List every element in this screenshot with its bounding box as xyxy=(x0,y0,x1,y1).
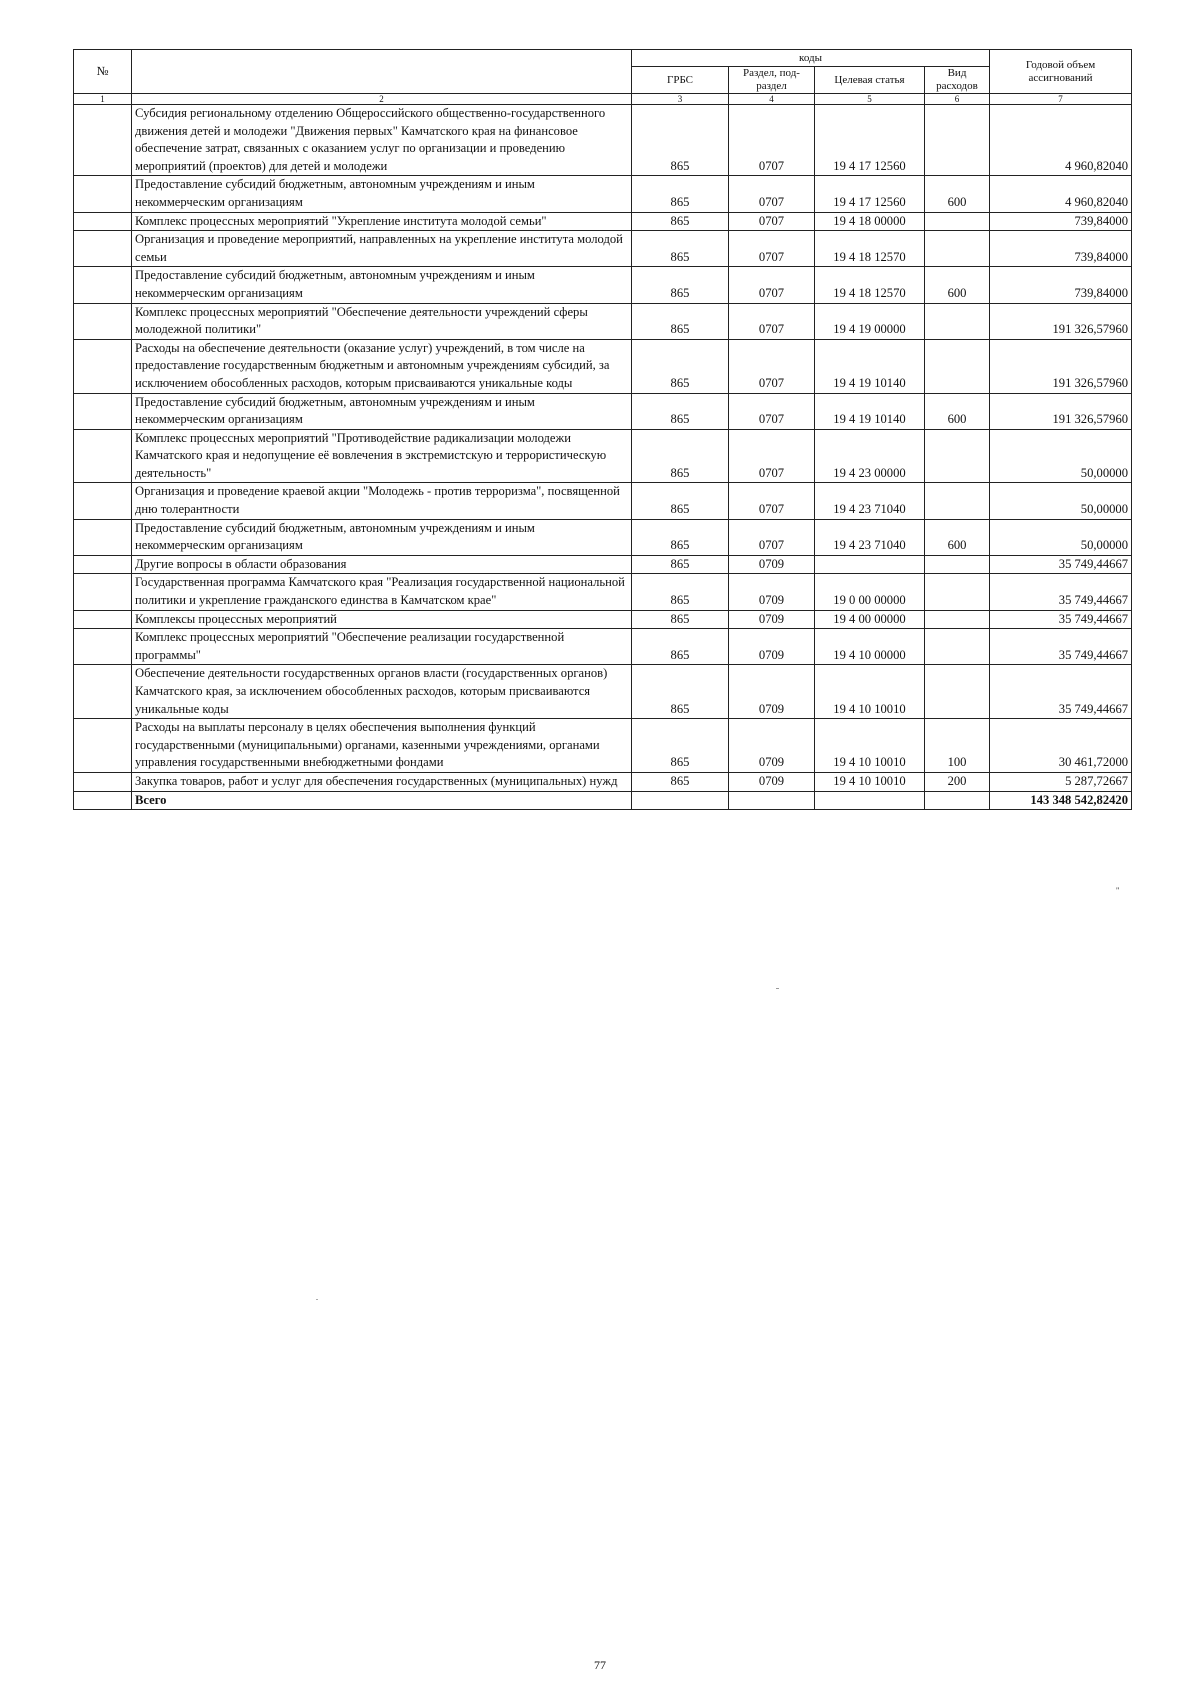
cell-number xyxy=(74,772,132,791)
cell-target-article: 19 0 00 00000 xyxy=(815,574,925,610)
table-row xyxy=(74,267,1132,303)
header-section: Раздел, под-раздел xyxy=(729,67,815,94)
scan-speck xyxy=(316,1299,318,1300)
cell-amount: 35 749,44667 xyxy=(990,555,1132,574)
total-empty-cell xyxy=(632,791,729,810)
cell-section: 0707 xyxy=(729,176,815,212)
cell-grbs: 865 xyxy=(632,303,729,339)
cell-target-article: 19 4 23 71040 xyxy=(815,519,925,555)
cell-expense-type: 600 xyxy=(925,393,990,429)
cell-amount: 30 461,72000 xyxy=(990,719,1132,773)
header-index-1: 1 xyxy=(74,94,132,105)
table-row xyxy=(74,574,1132,610)
cell-number xyxy=(74,483,132,519)
cell-section: 0707 xyxy=(729,519,815,555)
cell-target-article: 19 4 23 00000 xyxy=(815,429,925,483)
cell-name: Государственная программа Камчатского края "Реализация государственной национальной политики и укрепление гражданского единства в Камчатском крае" xyxy=(132,574,632,610)
cell-name: Обеспечение деятельности государственных органов власти (государственных органов) Камчатского края, за исключением обособленных расходов, которым присваиваются уникальные коды xyxy=(132,665,632,719)
cell-number xyxy=(74,267,132,303)
cell-number xyxy=(74,719,132,773)
cell-name: Предоставление субсидий бюджетным, автономным учреждениям и иным некоммерческим организациям xyxy=(132,267,632,303)
table-body xyxy=(74,105,1132,810)
table-row xyxy=(74,719,1132,773)
cell-target-article: 19 4 18 12570 xyxy=(815,231,925,267)
cell-name: Организация и проведение краевой акции "Молодежь - против терроризма", посвященной дню толерантности xyxy=(132,483,632,519)
cell-amount: 35 749,44667 xyxy=(990,610,1132,629)
cell-expense-type xyxy=(925,303,990,339)
cell-section: 0707 xyxy=(729,483,815,519)
header-annual-volume: Годовой объем ассигнований xyxy=(990,50,1132,94)
cell-section: 0707 xyxy=(729,267,815,303)
cell-target-article: 19 4 10 10010 xyxy=(815,772,925,791)
table-row xyxy=(74,212,1132,231)
header-number: № xyxy=(74,50,132,94)
table-row xyxy=(74,176,1132,212)
cell-grbs: 865 xyxy=(632,629,729,665)
cell-target-article xyxy=(815,555,925,574)
cell-grbs: 865 xyxy=(632,339,729,393)
cell-number xyxy=(74,665,132,719)
budget-table-wrap xyxy=(73,49,1131,810)
cell-amount: 739,84000 xyxy=(990,212,1132,231)
table-row xyxy=(74,665,1132,719)
cell-name: Расходы на обеспечение деятельности (оказание услуг) учреждений, в том числе на предоставление государственным бюджетным и автономным учреждениям субсидий, за исключением обособленных расходов, которым присваиваются уникальные коды xyxy=(132,339,632,393)
cell-section: 0709 xyxy=(729,772,815,791)
cell-amount: 50,00000 xyxy=(990,483,1132,519)
cell-expense-type: 600 xyxy=(925,519,990,555)
total-empty-cell xyxy=(729,791,815,810)
cell-target-article: 19 4 17 12560 xyxy=(815,105,925,176)
cell-grbs: 865 xyxy=(632,555,729,574)
cell-grbs: 865 xyxy=(632,231,729,267)
cell-expense-type xyxy=(925,429,990,483)
table-row xyxy=(74,555,1132,574)
cell-grbs: 865 xyxy=(632,719,729,773)
table-row xyxy=(74,339,1132,393)
cell-number xyxy=(74,231,132,267)
cell-target-article: 19 4 19 10140 xyxy=(815,339,925,393)
cell-grbs: 865 xyxy=(632,212,729,231)
cell-name: Предоставление субсидий бюджетным, автономным учреждениям и иным некоммерческим организациям xyxy=(132,393,632,429)
cell-section: 0709 xyxy=(729,719,815,773)
cell-section: 0709 xyxy=(729,629,815,665)
cell-expense-type xyxy=(925,105,990,176)
cell-expense-type: 600 xyxy=(925,176,990,212)
cell-target-article: 19 4 00 00000 xyxy=(815,610,925,629)
cell-amount: 35 749,44667 xyxy=(990,629,1132,665)
cell-name: Организация и проведение мероприятий, направленных на укрепление института молодой семьи xyxy=(132,231,632,267)
scan-speck xyxy=(776,988,779,989)
cell-grbs: 865 xyxy=(632,665,729,719)
cell-amount: 191 326,57960 xyxy=(990,393,1132,429)
header-index-2: 2 xyxy=(132,94,632,105)
table-row xyxy=(74,483,1132,519)
cell-amount: 191 326,57960 xyxy=(990,339,1132,393)
cell-name: Комплекс процессных мероприятий "Противодействие радикализации молодежи Камчатского края и недопущение её вовлечения в экстремистскую и террористическую деятельность" xyxy=(132,429,632,483)
cell-expense-type: 600 xyxy=(925,267,990,303)
cell-section: 0707 xyxy=(729,231,815,267)
cell-section: 0709 xyxy=(729,665,815,719)
trailing-quote-mark: " xyxy=(1116,886,1120,895)
cell-target-article: 19 4 17 12560 xyxy=(815,176,925,212)
cell-number xyxy=(74,429,132,483)
cell-name: Предоставление субсидий бюджетным, автономным учреждениям и иным некоммерческим организациям xyxy=(132,519,632,555)
cell-amount: 739,84000 xyxy=(990,267,1132,303)
cell-expense-type xyxy=(925,339,990,393)
table-row xyxy=(74,519,1132,555)
cell-target-article: 19 4 19 10140 xyxy=(815,393,925,429)
budget-allocation-table xyxy=(73,49,1132,810)
cell-amount: 739,84000 xyxy=(990,231,1132,267)
cell-section: 0707 xyxy=(729,339,815,393)
header-codes: коды xyxy=(632,50,990,67)
header-name xyxy=(132,50,632,94)
cell-number xyxy=(74,212,132,231)
cell-expense-type xyxy=(925,610,990,629)
cell-amount: 5 287,72667 xyxy=(990,772,1132,791)
cell-grbs: 865 xyxy=(632,393,729,429)
cell-number xyxy=(74,105,132,176)
total-amount: 143 348 542,82420 xyxy=(990,791,1132,810)
cell-target-article: 19 4 23 71040 xyxy=(815,483,925,519)
cell-name: Закупка товаров, работ и услуг для обеспечения государственных (муниципальных) нужд xyxy=(132,772,632,791)
total-label: Всего xyxy=(132,791,632,810)
cell-grbs: 865 xyxy=(632,429,729,483)
page-number: 77 xyxy=(594,1658,606,1672)
table-row xyxy=(74,610,1132,629)
cell-number xyxy=(74,303,132,339)
table-row xyxy=(74,629,1132,665)
cell-amount: 50,00000 xyxy=(990,429,1132,483)
cell-expense-type xyxy=(925,555,990,574)
cell-amount: 4 960,82040 xyxy=(990,105,1132,176)
cell-expense-type xyxy=(925,231,990,267)
table-row xyxy=(74,303,1132,339)
total-row xyxy=(74,791,1132,810)
cell-target-article: 19 4 18 00000 xyxy=(815,212,925,231)
cell-name: Комплекс процессных мероприятий "Обеспечение реализации государственной программы" xyxy=(132,629,632,665)
cell-name: Комплекс процессных мероприятий "Обеспечение деятельности учреждений сферы молодежной политики" xyxy=(132,303,632,339)
cell-amount: 191 326,57960 xyxy=(990,303,1132,339)
cell-expense-type xyxy=(925,483,990,519)
cell-amount: 35 749,44667 xyxy=(990,574,1132,610)
cell-number xyxy=(74,555,132,574)
table-row xyxy=(74,231,1132,267)
cell-name: Субсидия региональному отделению Общероссийского общественно-государственного движения детей и молодежи "Движения первых" Камчатского края на финансовое обеспечение затрат, связанных с оказанием услуг по организации и проведению мероприятий (проектов) для детей и молодежи xyxy=(132,105,632,176)
cell-section: 0707 xyxy=(729,393,815,429)
cell-grbs: 865 xyxy=(632,772,729,791)
cell-target-article: 19 4 10 10010 xyxy=(815,719,925,773)
cell-name: Предоставление субсидий бюджетным, автономным учреждениям и иным некоммерческим организациям xyxy=(132,176,632,212)
header-index-6: 6 xyxy=(925,94,990,105)
table-row xyxy=(74,429,1132,483)
cell-name: Другие вопросы в области образования xyxy=(132,555,632,574)
cell-expense-type: 200 xyxy=(925,772,990,791)
cell-number xyxy=(74,629,132,665)
header-grbs: ГРБС xyxy=(632,67,729,94)
cell-grbs: 865 xyxy=(632,176,729,212)
cell-number xyxy=(74,176,132,212)
header-index-7: 7 xyxy=(990,94,1132,105)
cell-grbs: 865 xyxy=(632,483,729,519)
cell-grbs: 865 xyxy=(632,267,729,303)
cell-section: 0709 xyxy=(729,555,815,574)
cell-number xyxy=(74,339,132,393)
cell-section: 0707 xyxy=(729,212,815,231)
cell-name: Комплексы процессных мероприятий xyxy=(132,610,632,629)
cell-amount: 50,00000 xyxy=(990,519,1132,555)
cell-section: 0707 xyxy=(729,105,815,176)
header-target-article: Целевая статья xyxy=(815,67,925,94)
total-empty-cell xyxy=(925,791,990,810)
cell-target-article: 19 4 18 12570 xyxy=(815,267,925,303)
cell-amount: 4 960,82040 xyxy=(990,176,1132,212)
cell-name: Комплекс процессных мероприятий "Укрепление института молодой семьи" xyxy=(132,212,632,231)
cell-number xyxy=(74,519,132,555)
cell-expense-type xyxy=(925,212,990,231)
cell-target-article: 19 4 10 10010 xyxy=(815,665,925,719)
cell-target-article: 19 4 19 00000 xyxy=(815,303,925,339)
cell-grbs: 865 xyxy=(632,574,729,610)
cell-expense-type xyxy=(925,629,990,665)
header-index-5: 5 xyxy=(815,94,925,105)
header-expense-type: Вид расходов xyxy=(925,67,990,94)
cell-number xyxy=(74,574,132,610)
cell-section: 0709 xyxy=(729,574,815,610)
cell-section: 0707 xyxy=(729,429,815,483)
total-empty-cell xyxy=(74,791,132,810)
cell-number xyxy=(74,393,132,429)
cell-grbs: 865 xyxy=(632,610,729,629)
cell-name: Расходы на выплаты персоналу в целях обеспечения выполнения функций государственными (муниципальными) органами, казенными учреждениями, органами управления государственными внебюджетными фондами xyxy=(132,719,632,773)
header-index-3: 3 xyxy=(632,94,729,105)
total-empty-cell xyxy=(815,791,925,810)
header-index-4: 4 xyxy=(729,94,815,105)
table-row xyxy=(74,772,1132,791)
cell-number xyxy=(74,610,132,629)
cell-grbs: 865 xyxy=(632,519,729,555)
table-row xyxy=(74,105,1132,176)
cell-grbs: 865 xyxy=(632,105,729,176)
cell-expense-type xyxy=(925,665,990,719)
cell-section: 0707 xyxy=(729,303,815,339)
table-row xyxy=(74,393,1132,429)
cell-expense-type xyxy=(925,574,990,610)
cell-section: 0709 xyxy=(729,610,815,629)
cell-expense-type: 100 xyxy=(925,719,990,773)
cell-target-article: 19 4 10 00000 xyxy=(815,629,925,665)
cell-amount: 35 749,44667 xyxy=(990,665,1132,719)
